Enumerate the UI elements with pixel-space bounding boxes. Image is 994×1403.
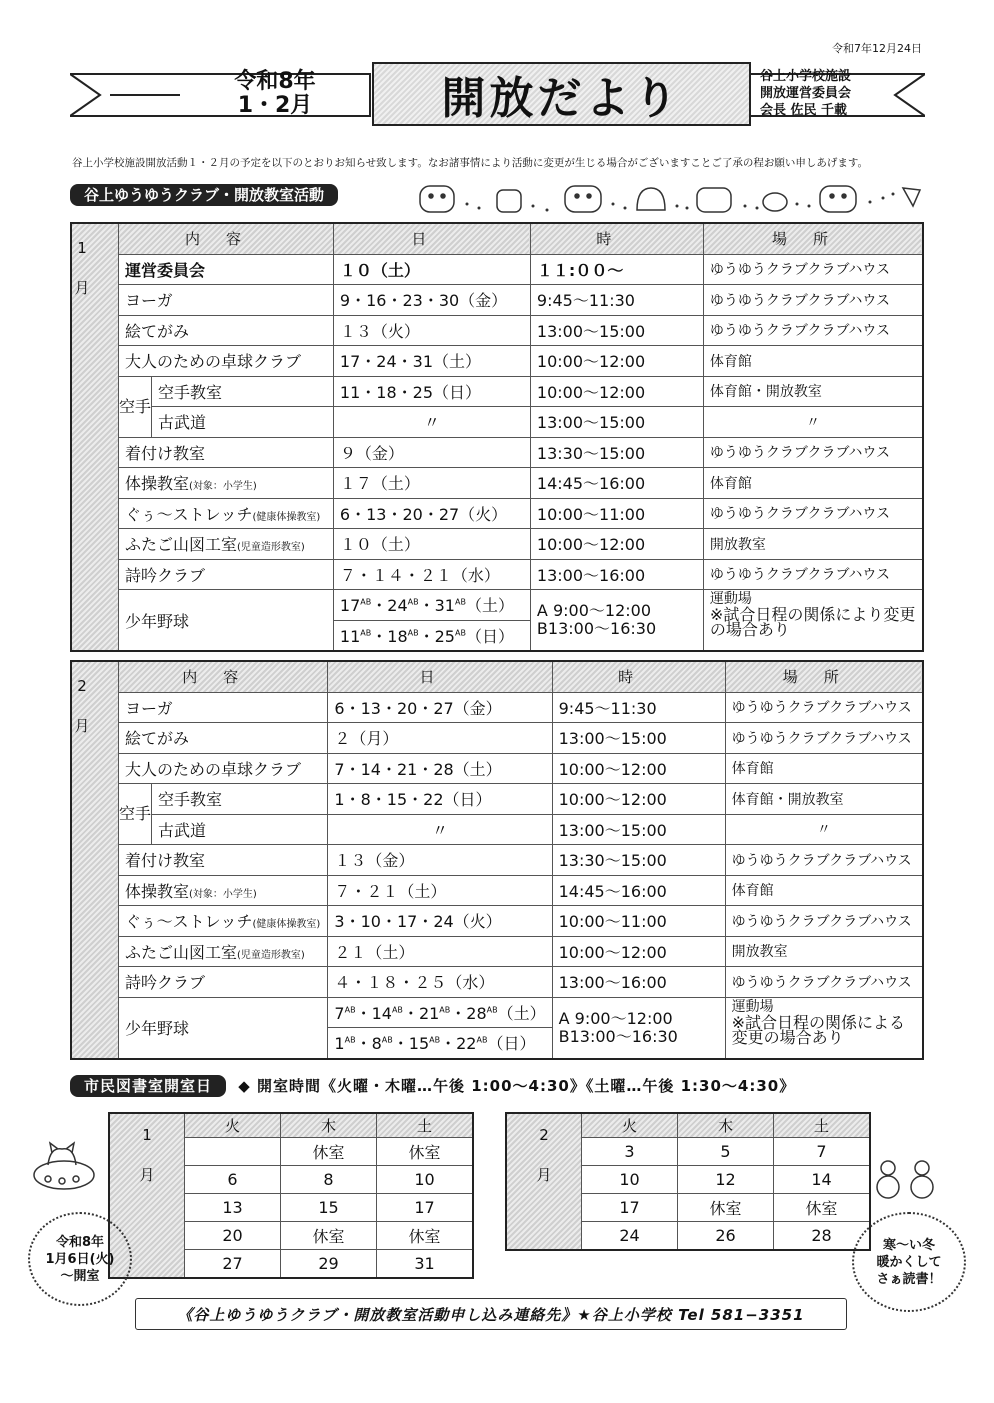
activity-note: (児童造形教室)	[237, 949, 305, 961]
activity-time: 13:00〜15:00	[552, 723, 725, 754]
activity-note: (健康体操教室)	[252, 511, 321, 523]
day-sup: AB	[439, 1005, 451, 1015]
time-b: B13:00〜16:30	[558, 1026, 678, 1046]
org-chair: 会長 佐民 千載	[760, 103, 848, 118]
dow-tue: 火	[582, 1113, 678, 1138]
issue-date: 令和7年12月24日	[832, 42, 922, 55]
activity-time: 10:00〜12:00	[552, 936, 725, 967]
day-sup: AB	[486, 1005, 498, 1015]
calendar-cell: 5	[678, 1138, 774, 1166]
day-sup: AB	[381, 1035, 393, 1045]
org-line-2: 開放運営委員会	[760, 86, 852, 101]
day-value: 28	[466, 1003, 487, 1023]
day-value: 24	[387, 596, 408, 616]
table-row	[71, 285, 923, 316]
month-number: 1	[77, 239, 113, 257]
section-heading	[70, 184, 338, 205]
day-value: 21	[418, 1003, 440, 1023]
activity-time: 10:00〜12:00	[530, 529, 703, 560]
contact-info: 《谷上ゆうゆうクラブ・開放教室活動申し込み連絡先》★谷上小学校 Tel 581−3351	[135, 1298, 847, 1330]
calendar-cell: 休室	[377, 1222, 474, 1250]
activity-days: 6・13・20・27（金）	[328, 692, 552, 723]
activity-title: ぐぅ〜ストレッチ	[125, 912, 253, 932]
month-unit: 月	[74, 717, 116, 735]
activity-time: 10:00〜12:00	[552, 753, 725, 784]
newsletter-title: 開放だより	[372, 62, 751, 126]
day-value: 25	[434, 626, 455, 646]
activity-time: 13:30〜15:00	[552, 845, 725, 876]
activity-days: 1・8・15・22（日）	[328, 784, 552, 815]
activity-name: 大人のための卓球クラブ	[119, 753, 328, 784]
activity-name: 運営委員会	[119, 254, 334, 285]
badge-line-3: 〜開室	[60, 1268, 100, 1284]
activity-name	[119, 875, 328, 906]
activity-time: 9:45〜11:30	[530, 285, 703, 316]
calendar-cell: 8	[281, 1166, 377, 1194]
calendar-cell: 7	[774, 1138, 871, 1166]
activity-name: 古武道	[152, 407, 334, 438]
activity-time: 13:00〜16:00	[552, 967, 725, 998]
place-name: 運動場	[731, 998, 774, 1015]
january-schedule-table	[70, 222, 924, 652]
day-sup: AB	[344, 1005, 356, 1015]
activity-days: ２１（土）	[328, 936, 552, 967]
time-a: A 9:00〜12:00	[558, 1008, 673, 1028]
calendar-cell: 15	[281, 1194, 377, 1222]
activity-place: ゆうゆうクラブクラブハウス	[725, 967, 923, 998]
activity-place: 体育館	[725, 875, 923, 906]
activity-name: 着付け教室	[119, 437, 334, 468]
table-row	[71, 875, 923, 906]
activity-place: 開放教室	[703, 529, 923, 560]
activity-time: 9:45〜11:30	[552, 692, 725, 723]
activity-days: 3・10・17・24（火）	[328, 906, 552, 937]
calendar-cell: 休室	[281, 1138, 377, 1166]
activity-name: 少年野球	[119, 590, 334, 652]
activity-time: 10:00〜12:00	[530, 346, 703, 377]
activity-note: (対象：小学生)	[189, 888, 257, 900]
activity-days: １７（土）	[333, 468, 530, 499]
day-value: 22	[456, 1034, 477, 1054]
library-hours: ◆ 開室時間《火曜・木曜…午後 1:00〜4:30》《土曜…午後 1:30〜4:30》	[238, 1077, 796, 1095]
day-value: 17	[339, 596, 361, 616]
activity-place: ゆうゆうクラブクラブハウス	[725, 906, 923, 937]
activity-name	[119, 529, 334, 560]
table-row	[71, 967, 923, 998]
dow-sat: 土	[377, 1113, 474, 1138]
table-row	[71, 529, 923, 560]
month-label	[506, 1113, 582, 1250]
day-value: 8	[371, 1034, 382, 1054]
activity-time: 10:00〜12:00	[530, 376, 703, 407]
day-value: 31	[434, 596, 455, 616]
table-row	[71, 936, 923, 967]
activity-time: 10:00〜11:00	[552, 906, 725, 937]
activity-days: 6・13・20・27（火）	[333, 498, 530, 529]
activity-place: 体育館・開放教室	[703, 376, 923, 407]
activity-name: ヨーガ	[119, 692, 328, 723]
day-sup: AB	[407, 628, 419, 638]
calendar-cell: 休室	[281, 1222, 377, 1250]
header-time: 時	[530, 223, 703, 254]
calendar-cell: 12	[678, 1166, 774, 1194]
table-row	[71, 997, 923, 1028]
place-name: 運動場	[709, 591, 752, 607]
calendar-cell: 10	[377, 1166, 474, 1194]
calendar-cell: 27	[185, 1250, 281, 1279]
activity-title: 体操教室	[125, 474, 190, 494]
calendar-header-row	[506, 1113, 870, 1138]
day-value: 7	[334, 1003, 345, 1023]
activity-time: 10:00〜12:00	[552, 784, 725, 815]
activity-days: １０（土）	[333, 254, 530, 285]
activity-note: (児童造形教室)	[237, 542, 305, 554]
february-schedule-table	[70, 660, 924, 1060]
library-february-calendar	[505, 1112, 871, 1251]
activity-title: 体操教室	[125, 881, 190, 901]
activity-place: 〃	[725, 814, 923, 845]
activity-days: 〃	[333, 407, 530, 438]
table-row	[71, 498, 923, 529]
table-row	[71, 753, 923, 784]
library-january-calendar	[108, 1112, 474, 1279]
baseball-days-sun: $11^{AB}$・$18^{AB}$・$25^{AB}$（日）	[333, 620, 530, 651]
activity-days: ２（月）	[328, 723, 552, 754]
header-day: 日	[328, 661, 552, 692]
activity-note: (健康体操教室)	[252, 919, 321, 931]
table-header-row	[71, 661, 923, 692]
decoration-characters-icon	[415, 178, 935, 218]
header-place: 場所	[703, 223, 923, 254]
activity-days: １３（火）	[333, 315, 530, 346]
era-months	[190, 70, 360, 118]
badge-line-2: 1月6日(火)	[45, 1251, 115, 1267]
table-row	[71, 906, 923, 937]
activity-place: ゆうゆうクラブクラブハウス	[703, 285, 923, 316]
activity-time: 14:45〜16:00	[552, 875, 725, 906]
activity-time: 13:00〜16:00	[530, 559, 703, 590]
activity-place: ゆうゆうクラブクラブハウス	[703, 437, 923, 468]
header-content: 内容	[119, 661, 328, 692]
day-sup: AB	[391, 1005, 403, 1015]
day-value: 11	[339, 626, 361, 646]
activity-place: ゆうゆうクラブクラブハウス	[703, 254, 923, 285]
table-row	[71, 784, 923, 815]
dow-sat: 土	[774, 1113, 871, 1138]
activity-title: ふたご山図工室	[125, 535, 238, 555]
activity-place: 体育館	[703, 346, 923, 377]
table-row	[71, 346, 923, 377]
calendar-cell	[185, 1138, 281, 1166]
month-number: 1	[142, 1126, 152, 1144]
baseball-days-sun: $1^{AB}$・$8^{AB}$・$15^{AB}$・$22^{AB}$（日）	[328, 1028, 552, 1059]
calendar-cell: 28	[774, 1222, 871, 1251]
activity-time: 10:00〜11:00	[530, 498, 703, 529]
time-b: B13:00〜16:30	[536, 619, 657, 638]
activity-name: 絵てがみ	[119, 723, 328, 754]
activity-place: 体育館・開放教室	[725, 784, 923, 815]
calendar-cell: 17	[377, 1194, 474, 1222]
activity-place: ゆうゆうクラブクラブハウス	[725, 723, 923, 754]
calendar-cell: 休室	[774, 1194, 871, 1222]
table-row	[71, 590, 923, 621]
activity-place: ゆうゆうクラブクラブハウス	[703, 498, 923, 529]
month-label	[71, 661, 119, 1059]
day-value: 18	[387, 626, 408, 646]
month-label	[71, 223, 119, 651]
calendar-cell: 13	[185, 1194, 281, 1222]
calendar-cell: 休室	[377, 1138, 474, 1166]
opening-date-badge	[28, 1212, 132, 1306]
activity-days: ９（金）	[333, 437, 530, 468]
day-value: 1	[334, 1034, 345, 1054]
calendar-cell: 6	[185, 1166, 281, 1194]
activity-name: 空手教室	[152, 784, 328, 815]
activity-place: 開放教室	[725, 936, 923, 967]
table-row	[71, 468, 923, 499]
table-header-row	[71, 223, 923, 254]
header-day: 日	[333, 223, 530, 254]
day-sup: AB	[454, 597, 466, 607]
activity-name: 空手教室	[152, 376, 334, 407]
day-sup: AB	[360, 597, 372, 607]
calendar-cell: 14	[774, 1166, 871, 1194]
month-number: 2	[77, 677, 113, 695]
months-label: 1・2月	[237, 93, 313, 118]
activity-time: 13:00〜15:00	[552, 814, 725, 845]
activity-name	[119, 498, 334, 529]
day-value: 14	[371, 1003, 392, 1023]
day-sup: AB	[429, 1035, 441, 1045]
activity-name	[119, 906, 328, 937]
table-row	[71, 437, 923, 468]
day-value: 15	[408, 1034, 430, 1054]
calendar-cell: 17	[582, 1194, 678, 1222]
intro-text: 谷上小学校施設開放活動１・２月の予定を以下のとおりお知らせ致します。なお諸事情により活動に変更が生じる場合がございますことご了承の程お願い申しあげます。	[72, 157, 869, 169]
activity-name: 着付け教室	[119, 845, 328, 876]
reading-message-badge	[852, 1212, 966, 1312]
header-content: 内容	[119, 223, 334, 254]
activity-name	[119, 936, 328, 967]
calendar-cell: 休室	[678, 1194, 774, 1222]
activity-name: 詩吟クラブ	[119, 559, 334, 590]
activity-days: １３（金）	[328, 845, 552, 876]
table-row	[71, 723, 923, 754]
header-place: 場所	[725, 661, 923, 692]
weekday: （土）	[497, 1003, 546, 1023]
baseball-days-sat: $7^{AB}$・$14^{AB}$・$21^{AB}$・$28^{AB}$（土）	[328, 997, 552, 1028]
table-row	[71, 254, 923, 285]
activity-time: 13:00〜15:00	[530, 315, 703, 346]
activity-days: 9・16・23・30（金）	[333, 285, 530, 316]
weekday: （土）	[465, 596, 514, 616]
activity-days: ７・２１（土）	[328, 875, 552, 906]
activity-days: 17・24・31（土）	[333, 346, 530, 377]
month-unit: 月	[536, 1166, 552, 1184]
activity-time: 14:45〜16:00	[530, 468, 703, 499]
activity-place: ゆうゆうクラブクラブハウス	[703, 559, 923, 590]
place-note: ※試合日程の関係による変更の場合あり	[731, 1012, 906, 1047]
weekday: （日）	[487, 1034, 536, 1054]
dow-thu: 木	[281, 1113, 377, 1138]
badge-line-1: 令和8年	[55, 1234, 105, 1250]
era-year: 令和8年	[234, 69, 316, 94]
table-row	[71, 407, 923, 438]
badge-line-3: さぁ読書！	[876, 1271, 942, 1287]
activity-place: 〃	[703, 407, 923, 438]
day-sup: AB	[360, 628, 372, 638]
calendar-cell: 24	[582, 1222, 678, 1251]
activity-time	[530, 590, 703, 652]
weekday: （日）	[465, 626, 514, 646]
calendar-cell: 20	[185, 1222, 281, 1250]
dow-thu: 木	[678, 1113, 774, 1138]
table-row	[71, 845, 923, 876]
activity-name: 少年野球	[119, 997, 328, 1059]
place-note: ※試合日程の関係により変更の場合あり	[709, 605, 916, 639]
day-sup: AB	[454, 628, 466, 638]
badge-line-1: 寒〜い冬	[882, 1237, 935, 1253]
activity-days: 11・18・25（日）	[333, 376, 530, 407]
calendar-header-row	[109, 1113, 473, 1138]
activity-time: １１:００〜	[530, 254, 703, 285]
calendar-cell: 31	[377, 1250, 474, 1279]
calendar-cell: 29	[281, 1250, 377, 1279]
table-row	[71, 692, 923, 723]
activity-place: 体育館	[725, 753, 923, 784]
section-title: 谷上ゆうゆうクラブ・開放教室活動	[70, 184, 338, 206]
activity-place: ゆうゆうクラブクラブハウス	[703, 315, 923, 346]
activity-title: ふたご山図工室	[125, 942, 238, 962]
time-a: A 9:00〜12:00	[536, 601, 651, 620]
day-sup: AB	[476, 1035, 488, 1045]
karate-group-label: 空手	[119, 784, 152, 845]
calendar-cell: 10	[582, 1166, 678, 1194]
activity-time: 13:00〜15:00	[530, 407, 703, 438]
activity-name: 古武道	[152, 814, 328, 845]
month-unit: 月	[74, 279, 116, 297]
activity-days: １０（土）	[333, 529, 530, 560]
month-unit: 月	[139, 1166, 155, 1184]
activity-time	[552, 997, 725, 1059]
activity-place	[703, 590, 923, 652]
organization	[760, 68, 890, 119]
month-number: 2	[539, 1126, 549, 1144]
activity-days: 〃	[328, 814, 552, 845]
library-title: 市民図書室開室日	[70, 1075, 226, 1097]
calendar-cell: 3	[582, 1138, 678, 1166]
activity-place: 体育館	[703, 468, 923, 499]
activity-place	[725, 997, 923, 1059]
activity-place: ゆうゆうクラブクラブハウス	[725, 845, 923, 876]
activity-name: 大人のための卓球クラブ	[119, 346, 334, 377]
calendar-cell: 26	[678, 1222, 774, 1251]
header-time: 時	[552, 661, 725, 692]
karate-group-label: 空手	[119, 376, 152, 437]
dow-tue: 火	[185, 1113, 281, 1138]
table-row	[71, 315, 923, 346]
activity-time: 13:30〜15:00	[530, 437, 703, 468]
activity-name	[119, 468, 334, 499]
activity-days: ４・１８・２５（水）	[328, 967, 552, 998]
day-sup: AB	[344, 1035, 356, 1045]
activity-title: ぐぅ〜ストレッチ	[125, 504, 253, 524]
table-row	[71, 376, 923, 407]
table-row	[71, 559, 923, 590]
sleeping-cat-icon	[28, 1135, 98, 1195]
library-heading	[70, 1075, 795, 1096]
activity-name: ヨーガ	[119, 285, 334, 316]
baseball-days-sat: $17^{AB}$・$24^{AB}$・$31^{AB}$（土）	[333, 590, 530, 621]
activity-note: (対象：小学生)	[189, 481, 257, 493]
snowman-icon	[872, 1158, 940, 1200]
org-line-1: 谷上小学校施設	[760, 69, 852, 84]
badge-line-2: 暖かくして	[876, 1254, 942, 1270]
table-row	[71, 814, 923, 845]
activity-days: 7・14・21・28（土）	[328, 753, 552, 784]
day-sup: AB	[407, 597, 419, 607]
activity-name: 絵てがみ	[119, 315, 334, 346]
activity-days: ７・１４・２１（水）	[333, 559, 530, 590]
activity-place: ゆうゆうクラブクラブハウス	[725, 692, 923, 723]
masthead	[70, 62, 925, 128]
activity-name: 詩吟クラブ	[119, 967, 328, 998]
